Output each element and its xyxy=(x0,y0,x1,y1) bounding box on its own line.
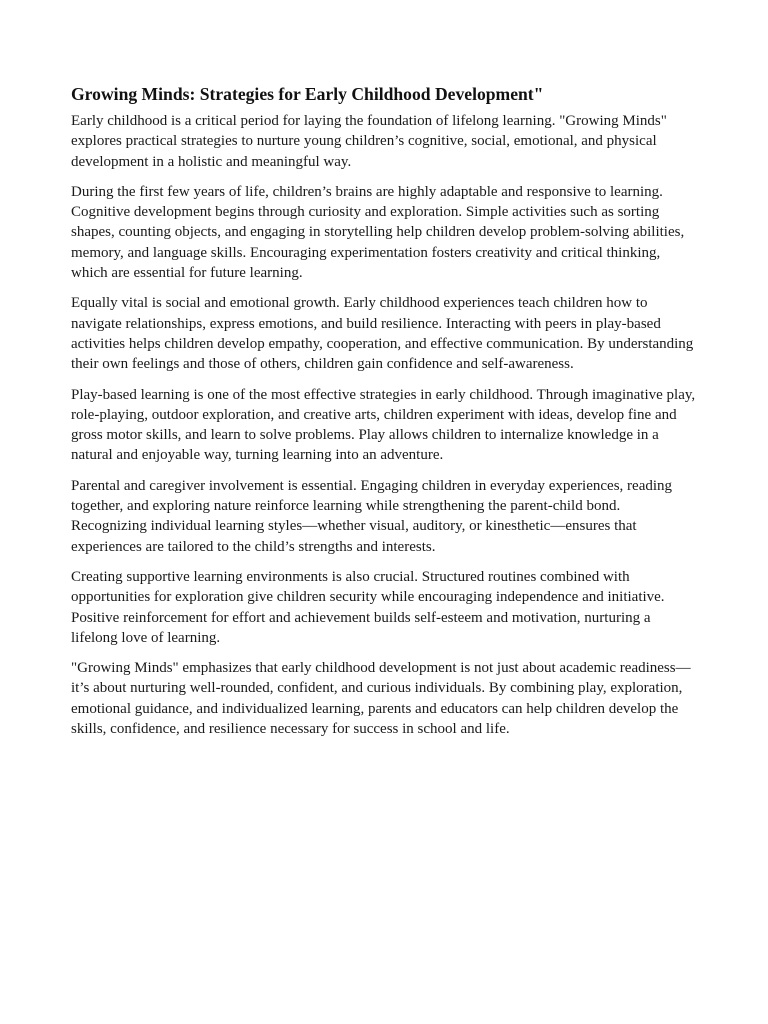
paragraph-cognitive: During the first few years of life, children’s brains are highly adaptable and responsive to learning. Cognitive development begins through curiosity and exploration. Simple activities such as sorting shapes, counting objects, and engaging in storytelling help children develop problem-solving abilities, memory, and language skills. Encouraging experimentation fosters creativity and critical thinking, which are essential for future learning. xyxy=(71,183,685,282)
document-title: Growing Minds: Strategies for Early Childhood Development" xyxy=(71,84,544,104)
document-page xyxy=(71,83,699,749)
paragraph-intro: Early childhood is a critical period for laying the foundation of lifelong learning. "Growing Minds" explores practical strategies to nurture young children’s cognitive, social, emotional, and physical development in a holistic and meaningful way. xyxy=(71,113,667,170)
paragraph-conclusion: "Growing Minds" emphasizes that early childhood development is not just about academic readiness—it’s about nurturing well-rounded, confident, and curious individuals. By combining play, exploration, emotional guidance, and individualized learning, parents and educators can help children develop the skills, confidence, and resilience necessary for success in school and life. xyxy=(71,660,691,738)
paragraph-environment: Creating supportive learning environments is also crucial. Structured routines combined with opportunities for exploration give children security while encouraging independence and initiative. Positive reinforcement for effort and achievement builds self-esteem and motivation, nurturing a lifelong love of learning. xyxy=(71,568,665,646)
paragraph-social-emotional: Equally vital is social and emotional growth. Early childhood experiences teach children how to navigate relationships, express emotions, and build resilience. Interacting with peers in play-based activities helps children develop empathy, cooperation, and effective communication. By understanding their own feelings and those of others, children gain confidence and self-awareness. xyxy=(71,295,694,373)
paragraph-play-based: Play-based learning is one of the most effective strategies in early childhood. Through imaginative play, role-playing, outdoor exploration, and creative arts, children experiment with ideas, develop fine and gross motor skills, and learn to solve problems. Play allows children to internalize knowledge in a natural and enjoyable way, turning learning into an adventure. xyxy=(71,386,696,464)
paragraph-parental: Parental and caregiver involvement is essential. Engaging children in everyday experiences, reading together, and exploring nature reinforce learning while strengthening the parent-child bond. Recognizing individual learning styles—whether visual, auditory, or kinesthetic—ensures that experiences are tailored to the child’s strengths and interests. xyxy=(71,477,673,555)
